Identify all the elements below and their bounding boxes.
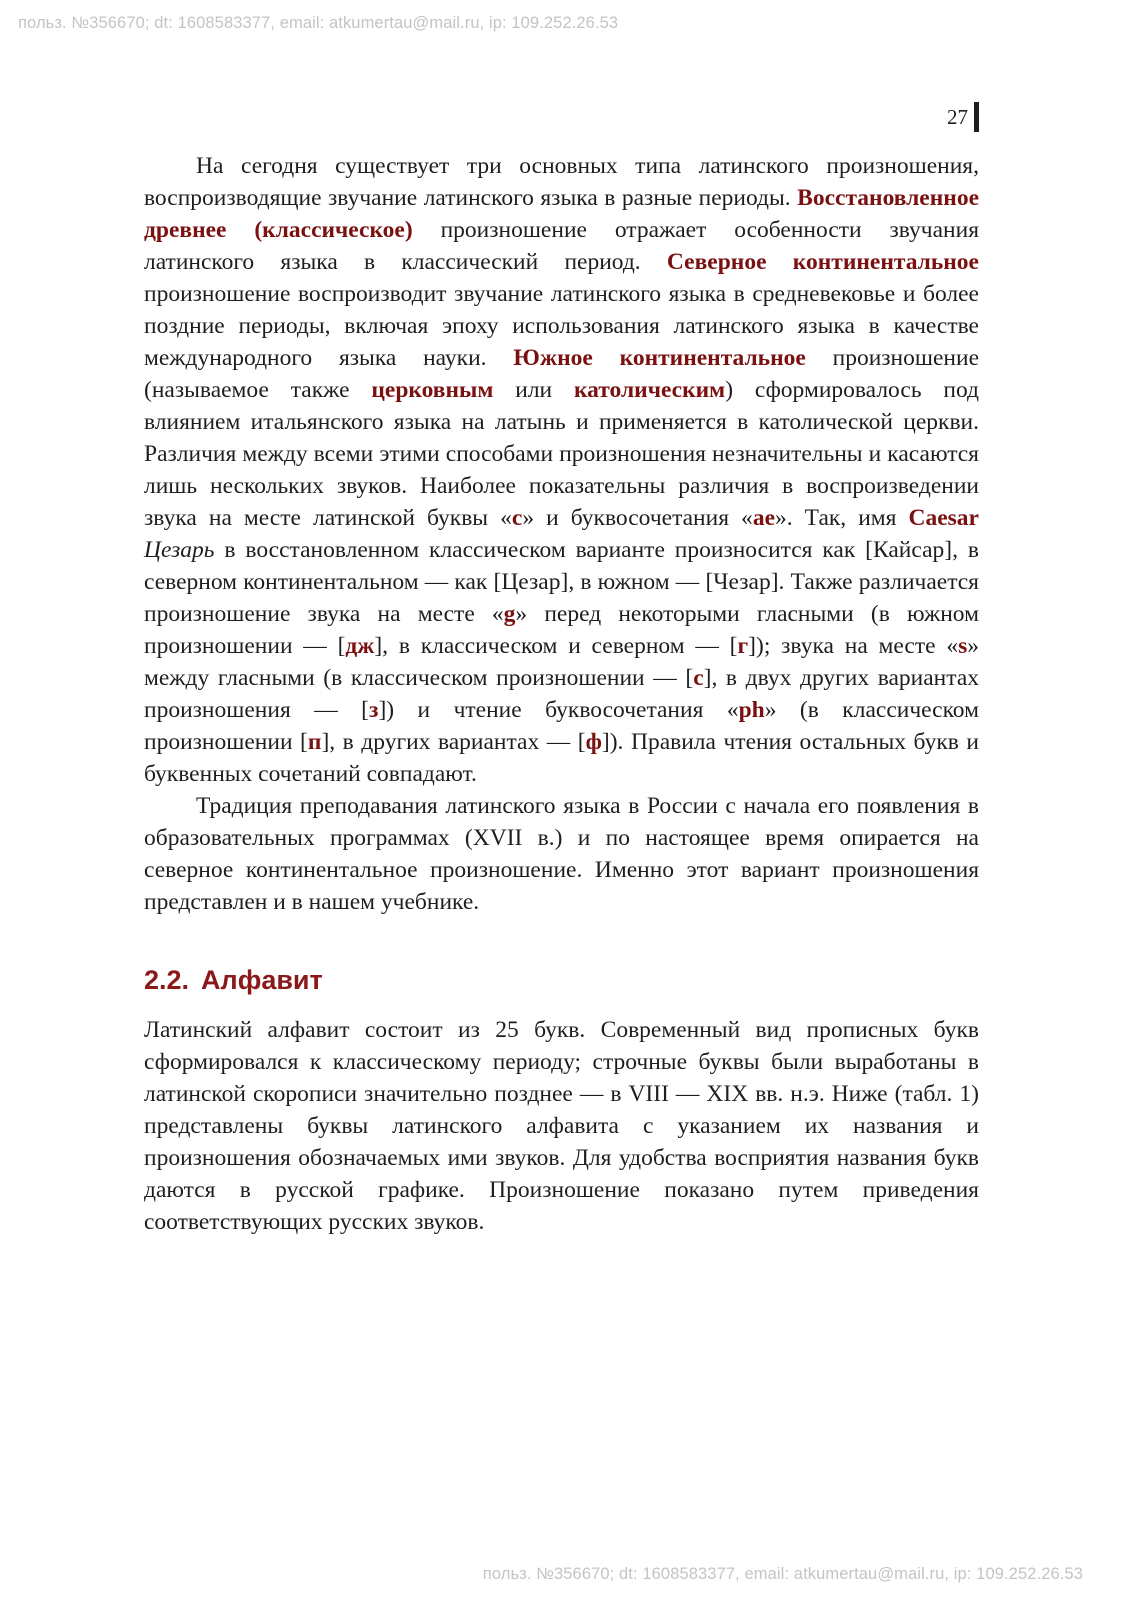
latin-digraph-ae: ae	[752, 505, 775, 531]
text-run: произношение (называемое также	[144, 345, 979, 403]
paragraph-tradition: Традиция преподавания латинского языка в России с начала его появления в образовательных программах (XVII в.) и по настоящее время опирается на северное континентальное произношение. Именно этот вариант произношения представлен и в нашем учебнике.	[144, 793, 979, 915]
section-number: 2.2.	[144, 965, 190, 995]
text-run: ) сформировалось под влиянием итальянского языка на латынь и применяется в католической церкви. Различия между всеми этими способами произношения незначительны и касаются лишь нескольких звуков. Наиболее показательны различия в воспроизведении звука на месте латинской буквы «	[144, 377, 979, 531]
sound-p: п	[307, 729, 322, 755]
latin-word-caesar: Caesar	[908, 505, 979, 531]
watermark-bottom: польз. №356670; dt: 1608583377, email: atkumertau@mail.ru, ip: 109.252.26.53	[482, 1565, 1083, 1583]
term-southern: Южное континентальное	[513, 345, 806, 371]
page-content	[144, 150, 979, 1238]
sound-g: г	[737, 633, 749, 659]
section-title: Алфавит	[201, 965, 323, 995]
text-run: или	[493, 377, 574, 403]
text-run: ], в двух других вариантах произношения — [	[144, 665, 980, 723]
text-run: произношение воспроизводит звучание латинского языка в средневековье и более поздние периоды, включая эпоху использования латинского языка в качестве международного языка науки.	[144, 281, 979, 371]
sound-z: з	[368, 697, 379, 723]
page-number-bar	[974, 102, 979, 132]
text-run: » между гласными (в классическом произношении — [	[144, 633, 979, 691]
watermark-top: польз. №356670; dt: 1608583377, email: atkumertau@mail.ru, ip: 109.252.26.53	[18, 14, 619, 32]
term-church: церковным	[371, 377, 494, 403]
latin-digraph-ph: ph	[738, 697, 765, 723]
sound-s: с	[693, 665, 704, 691]
text-run: » и буквосочетания «	[522, 505, 753, 531]
term-catholic: католическим	[573, 377, 726, 403]
text-run: ]) и чтение буквосочетания «	[378, 697, 739, 723]
text-run: ]); звука на месте «	[748, 633, 959, 659]
text-run: ». Так, имя	[775, 505, 909, 531]
latin-letter-g: g	[503, 601, 516, 627]
sound-dzh: дж	[345, 633, 375, 659]
text-run: произношение отражает особенности звучания латинского языка в классический период.	[144, 217, 979, 275]
text-run: » перед некоторыми гласными (в южном произношении — [	[144, 601, 979, 659]
section-heading	[144, 962, 979, 998]
term-classical: Восстановленное древнее (классическое)	[144, 185, 979, 243]
text-run: в восстановленном классическом варианте произносится как [Кайсар], в северном континентальном — как [Цезар], в южном — [Чезар]. Также различается произношение звука на месте «	[144, 537, 979, 627]
latin-letter-c: с	[511, 505, 523, 531]
paragraph-alphabet: Латинский алфавит состоит из 25 букв. Современный вид прописных букв сформировался к классическому периоду; строчные буквы были выработаны в латинской скорописи значительно позднее — в VIII — XIX вв. н.э. Ниже (табл. 1) представлены буквы латинского алфавита с указанием их названия и произношения обозначаемых ими звуков. Для удобства восприятия названия букв даются в русской графике. Произношение показано путем приведения соответствующих русских звуков.	[144, 1017, 979, 1235]
sound-f: ф	[585, 729, 602, 755]
text-run: ], в других вариантах — [	[321, 729, 586, 755]
term-northern: Северное континентальное	[666, 249, 979, 275]
paragraph-pronunciation-types	[144, 150, 979, 790]
text-run: На сегодня существует три основных типа латинского произношения, воспроизводящие звучание латинского языка в разные периоды.	[144, 153, 979, 211]
translation-tsezar: Цезарь	[144, 537, 215, 563]
page-number	[947, 102, 979, 132]
latin-letter-s: s	[958, 633, 968, 659]
text-run: ], в классическом и северном — [	[374, 633, 738, 659]
text-run: ]). Правила чтения остальных букв и буквенных сочетаний совпадают.	[144, 729, 979, 787]
text-run: » (в классическом произношении [	[144, 697, 979, 755]
page-number-text: 27	[947, 104, 968, 129]
